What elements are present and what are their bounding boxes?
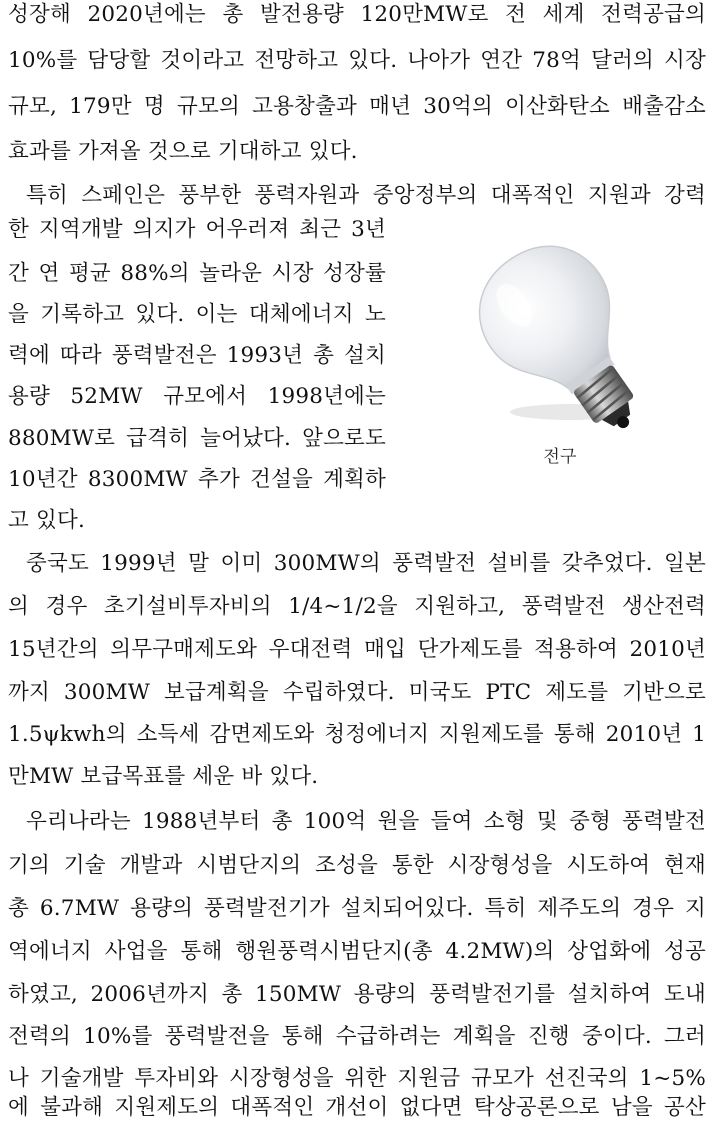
paragraph-2-line-1: 특히 스페인은 풍부한 풍력자원과 중앙정부의 대폭적인 지원과 강력 (26, 183, 706, 208)
paragraph-4-line-5: 하였고, 2006년까지 총 150MW 용량의 풍력발전기를 설치하여 도내 (8, 982, 706, 1007)
paragraph-3-line-1: 중국도 1999년 말 이미 300MW의 풍력발전 설비를 갖추었다. 일본 (26, 551, 706, 576)
paragraph-1-line-4: 효과를 가져올 것으로 기대하고 있다. (8, 139, 358, 164)
paragraph-4-line-7: 나 기술개발 투자비와 시장형성을 위한 지원금 규모가 선진국의 1~5% (8, 1066, 706, 1091)
figure-caption: 전구 (543, 447, 577, 467)
light-bulb-figure (410, 222, 710, 472)
paragraph-1-line-2: 10%를 담당할 것이라고 전망하고 있다. 나아가 연간 78억 달러의 시장 (8, 48, 706, 73)
paragraph-2-line-3: 간 연 평균 88%의 놀라운 시장 성장률 (8, 261, 386, 286)
paragraph-2-line-6: 용량 52MW 규모에서 1998년에는 (8, 384, 386, 409)
paragraph-4-line-6: 전력의 10%를 풍력발전을 통해 수급하려는 계획을 진행 중이다. 그러 (8, 1024, 706, 1049)
paragraph-1-line-3: 규모, 179만 명 규모의 고용창출과 매년 30억의 이산화탄소 배출감소 (8, 94, 706, 119)
paragraph-2-line-4: 을 기록하고 있다. 이는 대체에너지 노 (8, 302, 386, 327)
paragraph-2-line-9: 고 있다. (8, 508, 85, 533)
paragraph-3-line-3: 15년간의 의무구매제도와 우대전력 매입 단가제도를 적용하여 2010년 (8, 637, 706, 662)
paragraph-2-line-5: 력에 따라 풍력발전은 1993년 총 설치 (8, 343, 386, 368)
paragraph-2-line-2: 한 지역개발 의지가 어우러져 최근 3년 (8, 217, 386, 242)
paragraph-3-line-6: 만MW 보급목표를 세운 바 있다. (8, 764, 319, 789)
paragraph-4-line-4: 역에너지 사업을 통해 행원풍력시범단지(총 4.2MW)의 상업화에 성공 (8, 939, 706, 964)
paragraph-4-line-8: 에 불과해 지원제도의 대폭적인 개선이 없다면 탁상공론으로 남을 공산 (8, 1095, 706, 1120)
paragraph-1-line-1: 성장해 2020년에는 총 발전용량 120만MW로 전 세계 전력공급의 (8, 2, 706, 27)
paragraph-4-line-3: 총 6.7MW 용량의 풍력발전기가 설치되어있다. 특히 제주도의 경우 지 (8, 896, 706, 921)
paragraph-4-line-2: 기의 기술 개발과 시범단지의 조성을 통한 시장형성을 시도하여 현재 (8, 853, 706, 878)
paragraph-2-line-8: 10년간 8300MW 추가 건설을 계획하 (8, 467, 386, 492)
paragraph-3-line-4: 까지 300MW 보급계획을 수립하였다. 미국도 PTC 제도를 기반으로 (8, 680, 706, 705)
paragraph-4-line-1: 우리나라는 1988년부터 총 100억 원을 들여 소형 및 중형 풍력발전 (26, 809, 706, 834)
paragraph-3-line-2: 의 경우 초기설비투자비의 1/4~1/2을 지원하고, 풍력발전 생산전력 (8, 594, 706, 619)
light-bulb-image (410, 222, 710, 442)
paragraph-3-line-5: 1.5ψkwh의 소득세 감면제도와 청정에너지 지원제도를 통해 2010년 1 (8, 722, 706, 747)
paragraph-2-line-7: 880MW로 급격히 늘어났다. 앞으로도 (8, 426, 386, 451)
